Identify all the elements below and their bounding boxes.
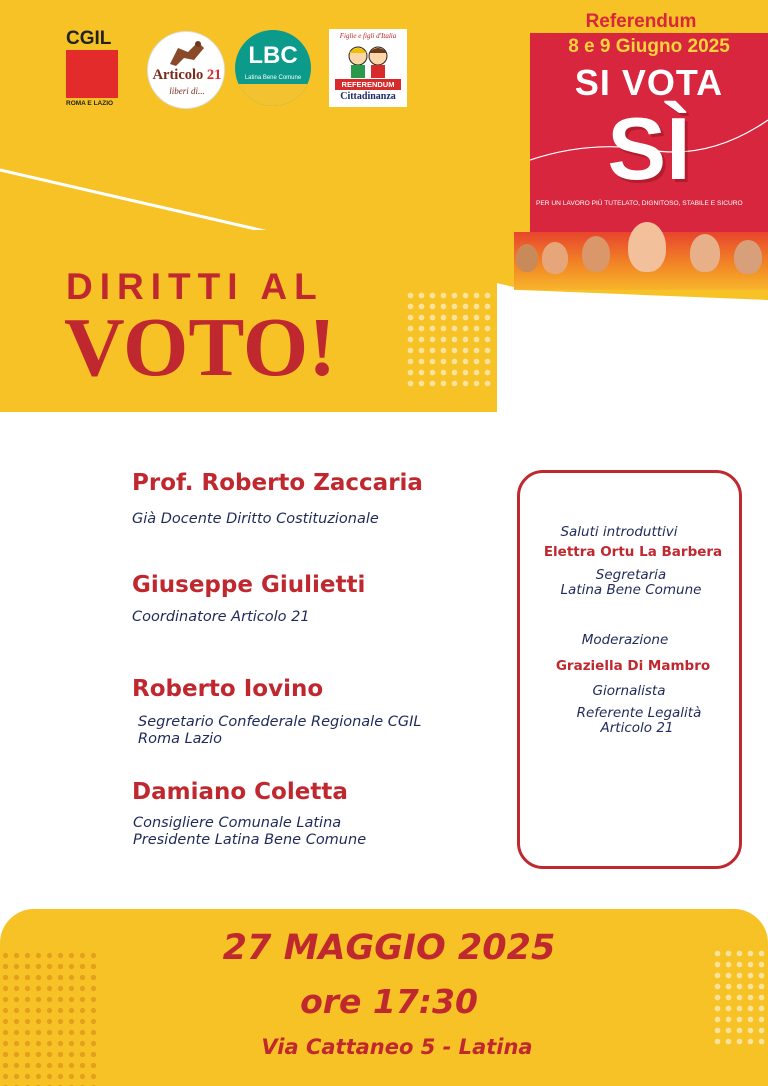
poster-people <box>514 232 768 290</box>
poster-date: 8 e 9 Giugno 2025 <box>568 36 730 57</box>
articolo21-logo-name <box>148 67 226 84</box>
intro-label: Saluti introduttivi <box>560 524 678 540</box>
event-place: Via Cattaneo 5 - Latina <box>261 1035 533 1059</box>
children-icon <box>343 43 393 79</box>
event-time: ore 17:30 <box>300 982 478 1021</box>
articolo21-number: 21 <box>206 67 222 83</box>
speaker-role: Segretario Confederale Regionale CGIL <box>138 714 422 730</box>
moderation-role: Giornalista <box>592 683 666 699</box>
typewriter-icon <box>164 38 210 68</box>
referendum-poster <box>514 0 768 290</box>
dot-pattern-title <box>405 290 495 390</box>
articolo21-word: Articolo <box>152 67 204 83</box>
referendum-cittadinanza-logo <box>329 29 407 107</box>
moderation-label: Moderazione <box>581 632 669 648</box>
speaker-role: Presidente Latina Bene Comune <box>133 832 367 848</box>
intro-role: Segretaria <box>595 567 667 583</box>
speaker-role: Consigliere Comunale Latina <box>133 815 342 831</box>
person-face <box>516 244 538 272</box>
speaker-name: Giuseppe Giulietti <box>132 572 366 598</box>
person-face <box>582 236 610 272</box>
ref-logo-top: Figlie e figli d'Italia <box>339 32 397 40</box>
cgil-logo-name: CGIL <box>66 28 112 49</box>
poster-si: SÌ <box>607 99 691 198</box>
person-face <box>690 234 720 272</box>
cgil-logo <box>66 30 122 110</box>
ref-logo-bottom: Cittadinanza <box>340 91 396 102</box>
title-line-2: VOTO! <box>64 301 337 394</box>
articolo21-tagline: liberi di... <box>169 86 205 96</box>
moderation-role: Articolo 21 <box>600 720 674 736</box>
cgil-logo-sub: ROMA E LAZIO <box>66 100 114 107</box>
speaker-role: Roma Lazio <box>138 731 223 747</box>
poster-si-vota: SI VOTA <box>574 62 724 103</box>
speaker-name: Damiano Coletta <box>132 779 348 805</box>
poster-claim: PER UN LAVORO PIÙ TUTELATO, DIGNITOSO, STABILE E SICURO <box>536 200 743 207</box>
speaker-role: Già Docente Diritto Costituzionale <box>132 511 379 527</box>
event-date: 27 MAGGIO 2025 <box>222 928 556 968</box>
moderation-role: Referente Legalità <box>576 705 702 721</box>
speaker-role: Coordinatore Articolo 21 <box>132 609 310 625</box>
title-line-1: DIRITTI AL <box>66 266 324 307</box>
person-face <box>542 242 568 274</box>
lbc-logo <box>235 30 311 106</box>
poster-referendum: Referendum <box>585 11 697 32</box>
moderation-name: Graziella Di Mambro <box>555 658 711 674</box>
speaker-name: Roberto Iovino <box>132 676 324 702</box>
speaker-name: Prof. Roberto Zaccaria <box>132 470 423 496</box>
ref-logo-band: REFERENDUM <box>335 79 401 90</box>
lbc-logo-band <box>235 84 311 106</box>
lbc-logo-name: LBC <box>248 42 298 69</box>
person-face <box>734 240 762 274</box>
intro-name: Elettra Ortu La Barbera <box>543 544 723 560</box>
person-face <box>628 222 666 272</box>
cgil-logo-square <box>66 50 118 98</box>
lbc-logo-sub: Latina Bene Comune <box>244 75 302 81</box>
articolo21-logo <box>147 31 225 109</box>
intro-role: Latina Bene Comune <box>560 582 702 598</box>
